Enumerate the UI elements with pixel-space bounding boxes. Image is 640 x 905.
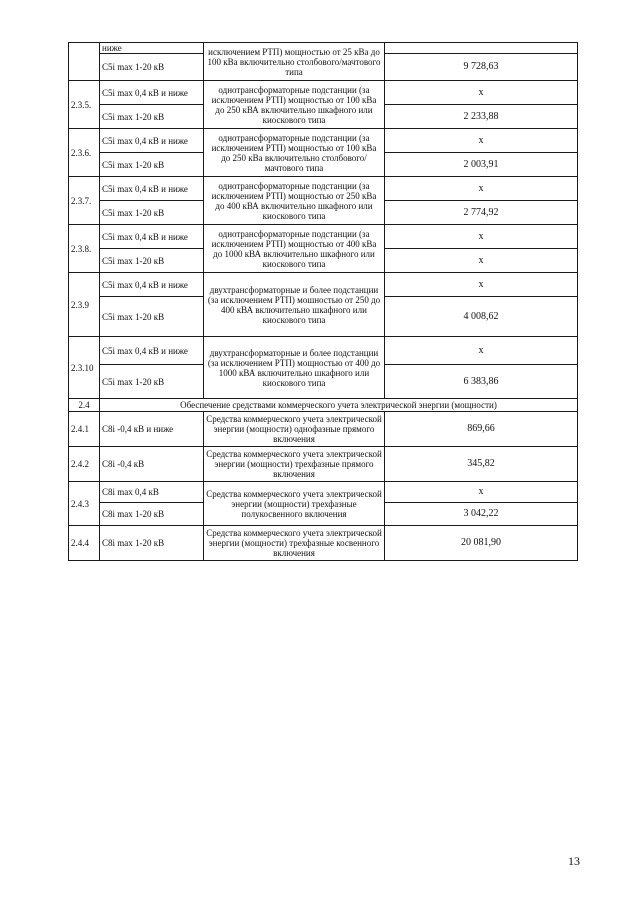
value-cell: x [385, 177, 578, 201]
value-cell: 9 728,63 [385, 54, 578, 81]
description-cell: однотрансформаторные подстанции (за исключением РТП) мощностью от 100 кВа до 250 кВа включительно столбового/мачтового типа [204, 129, 385, 177]
value-cell: 20 081,90 [385, 526, 578, 561]
table-row [69, 447, 578, 482]
table-row [69, 43, 578, 54]
table-row [69, 177, 578, 201]
voltage-level-cell: C5i max 1-20 кВ [100, 297, 204, 337]
row-number-cell: 2.3.8. [69, 225, 100, 273]
voltage-level-cell: C8i -0,4 кВ и ниже [100, 412, 204, 447]
value-cell: 345,82 [385, 447, 578, 482]
section-row [69, 399, 578, 412]
value-cell: 2 774,92 [385, 201, 578, 225]
description-cell: Средства коммерческого учета электрической энергии (мощности) трехфазные прямого включения [204, 447, 385, 482]
value-cell: 869,66 [385, 412, 578, 447]
voltage-level-cell: C5i max 1-20 кВ [100, 54, 204, 81]
voltage-level-cell: C8i max 0,4 кВ [100, 482, 204, 503]
voltage-level-cell: C5i max 0,4 кВ и ниже [100, 81, 204, 105]
row-number-cell [69, 43, 100, 81]
page-number: 13 [568, 854, 580, 868]
description-cell: однотрансформаторные подстанции (за исключением РТП) мощностью от 400 кВа до 1000 кВА включительно шкафного или киоскового типа [204, 225, 385, 273]
value-cell: x [385, 81, 578, 105]
section-number-cell: 2.4 [69, 399, 100, 412]
table-row [69, 482, 578, 503]
voltage-level-cell: C5i max 1-20 кВ [100, 105, 204, 129]
description-cell: исключением РТП) мощностью от 25 кВа до 100 кВа включительно столбового/мачтового типа [204, 43, 385, 81]
voltage-level-cell: C8i -0,4 кВ [100, 447, 204, 482]
voltage-level-cell: ниже [100, 43, 204, 54]
table-row [69, 225, 578, 249]
section-title-cell: Обеспечение средствами коммерческого учета электрической энергии (мощности) [100, 399, 578, 412]
table-row [69, 526, 578, 561]
value-cell: x [385, 482, 578, 503]
description-cell: двухтрансформаторные и более подстанции (за исключением РТП) мощностью от 400 до 1000 кВА включительно шкафного или киоскового типа [204, 337, 385, 399]
row-number-cell: 2.4.3 [69, 482, 100, 526]
voltage-level-cell: C5i max 1-20 кВ [100, 365, 204, 399]
value-cell [385, 43, 578, 54]
value-cell: x [385, 273, 578, 297]
table-row [69, 129, 578, 153]
value-cell: 2 233,88 [385, 105, 578, 129]
row-number-cell: 2.3.6. [69, 129, 100, 177]
voltage-level-cell: C5i max 1-20 кВ [100, 249, 204, 273]
table-row [69, 337, 578, 365]
voltage-level-cell: C5i max 1-20 кВ [100, 201, 204, 225]
voltage-level-cell: C5i max 0,4 кВ и ниже [100, 129, 204, 153]
table-row [69, 81, 578, 105]
value-cell: x [385, 129, 578, 153]
row-number-cell: 2.3.10 [69, 337, 100, 399]
description-cell: Средства коммерческого учета электрической энергии (мощности) трехфазные косвенного включения [204, 526, 385, 561]
voltage-level-cell: C8i max 1-20 кВ [100, 503, 204, 526]
voltage-level-cell: C8i max 1-20 кВ [100, 526, 204, 561]
voltage-level-cell: C5i max 1-20 кВ [100, 153, 204, 177]
description-cell: Средства коммерческого учета электрической энергии (мощности) трехфазные полукосвенного включения [204, 482, 385, 526]
row-number-cell: 2.3.9 [69, 273, 100, 337]
row-number-cell: 2.4.4 [69, 526, 100, 561]
value-cell: x [385, 225, 578, 249]
voltage-level-cell: C5i max 0,4 кВ и ниже [100, 177, 204, 201]
description-cell: двухтрансформаторные и более подстанции (за исключением РТП) мошностью от 250 до 400 кВА включительно шкафного или киоскового типа [204, 273, 385, 337]
description-cell: Средства коммерческого учета электрической энергии (мощности) однофазные прямого включения [204, 412, 385, 447]
row-number-cell: 2.4.2 [69, 447, 100, 482]
value-cell: x [385, 337, 578, 365]
table-row [69, 412, 578, 447]
value-cell: 2 003,91 [385, 153, 578, 177]
description-cell: однотрансформаторные подстанции (за исключением РТП) мощностью от 100 кВа до 250 кВА включительно шкафного или киоскового типа [204, 81, 385, 129]
tariff-table [68, 42, 578, 561]
voltage-level-cell: C5i max 0,4 кВ и ниже [100, 273, 204, 297]
table-row [69, 273, 578, 297]
row-number-cell: 2.3.5. [69, 81, 100, 129]
value-cell: x [385, 249, 578, 273]
row-number-cell: 2.4.1 [69, 412, 100, 447]
value-cell: 6 383,86 [385, 365, 578, 399]
voltage-level-cell: C5i max 0,4 кВ и ниже [100, 225, 204, 249]
description-cell: однотрансформаторные подстанции (за исключением РТП) мощностью от 250 кВа до 400 кВА включительно шкафного или киоскового типа [204, 177, 385, 225]
value-cell: 4 008,62 [385, 297, 578, 337]
voltage-level-cell: C5i max 0,4 кВ и ниже [100, 337, 204, 365]
row-number-cell: 2.3.7. [69, 177, 100, 225]
value-cell: 3 042,22 [385, 503, 578, 526]
